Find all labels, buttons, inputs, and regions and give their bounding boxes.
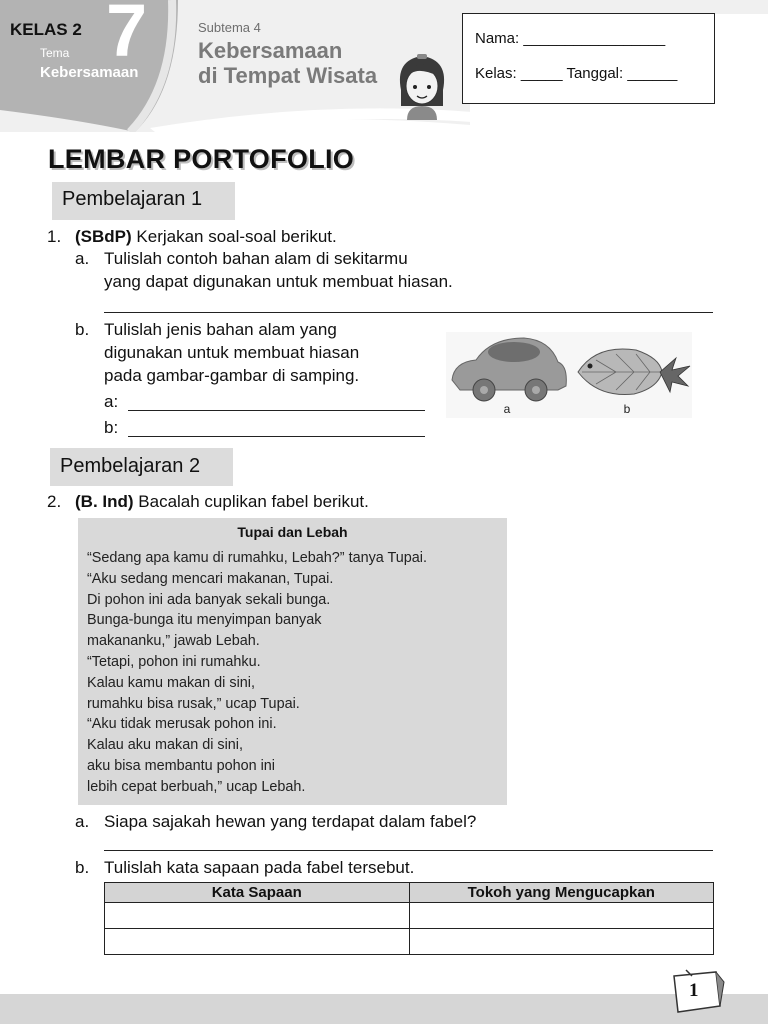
- question-1b-line1: Tulislah jenis bahan alam yang: [104, 320, 337, 339]
- question-1b-line3: pada gambar-gambar di samping.: [104, 366, 360, 385]
- question-2a-letter: a.: [75, 812, 90, 831]
- table-cell[interactable]: [409, 929, 714, 955]
- question-1a-line1: Tulislah contoh bahan alam di sekitarmu: [104, 249, 408, 268]
- image-label-b: b: [623, 402, 631, 416]
- kelas-label: KELAS 2: [10, 20, 82, 39]
- fable-line: Kalau aku makan di sini,: [87, 737, 243, 754]
- subtema-title: [198, 38, 377, 88]
- fable-line: makananku,” jawab Lebah.: [87, 633, 260, 650]
- subtema-label: Subtema 4: [198, 20, 261, 35]
- question-2b-letter: b.: [75, 858, 90, 877]
- image-label-a: a: [503, 402, 511, 416]
- table-row: [105, 929, 714, 955]
- question-1b-line2: digunakan untuk membuat hiasan: [104, 343, 360, 362]
- tema-label: Tema: [40, 46, 70, 60]
- page-number: 1: [689, 980, 699, 1001]
- question-1: [75, 226, 337, 248]
- tema-name: Kebersamaan: [40, 64, 139, 81]
- table-header-tokoh: Tokoh yang Mengucapkan: [409, 883, 714, 903]
- question-1-number: 1.: [47, 227, 62, 246]
- question-2: [75, 491, 369, 513]
- fable-line: Bunga-bunga itu menyimpan banyak: [87, 612, 322, 629]
- greeting-table: [104, 882, 714, 955]
- fable-line: “Aku sedang mencari makanan, Tupai.: [87, 570, 334, 587]
- answer-line-2a[interactable]: [104, 850, 713, 851]
- question-2-subject: (B. Ind): [75, 492, 134, 511]
- fable-line: aku bisa membantu pohon ini: [87, 757, 275, 774]
- table-header-kata-sapaan: Kata Sapaan: [105, 883, 410, 903]
- question-2-number: 2.: [47, 492, 62, 511]
- fable-line: Di pohon ini ada banyak sekali bunga.: [87, 591, 331, 608]
- fable-line: lebih cepat berbuah,” ucap Lebah.: [87, 778, 306, 795]
- answer-a-label: a:: [104, 392, 119, 411]
- answer-line-b[interactable]: [128, 436, 425, 437]
- fable-text: [87, 548, 427, 798]
- answer-line-1a[interactable]: [104, 312, 713, 313]
- table-row: [105, 903, 714, 929]
- fable-line: “Aku tidak merusak pohon ini.: [87, 716, 277, 733]
- section-heading-pembelajaran-2: Pembelajaran 2: [50, 448, 233, 486]
- fable-line: rumahku bisa rusak,” ucap Tupai.: [87, 695, 300, 712]
- grade-number: 7: [106, 0, 148, 72]
- subtema-title-line1: Kebersamaan: [198, 38, 343, 63]
- page-title: LEMBAR PORTOFOLIO: [48, 144, 355, 174]
- fable-excerpt-box: [78, 518, 507, 805]
- kelas-tanggal-field[interactable]: Kelas: _____ Tanggal: ______: [475, 65, 678, 82]
- answer-line-a[interactable]: [128, 410, 425, 411]
- answer-b-label: b:: [104, 418, 119, 437]
- footer-bar: [0, 994, 768, 1024]
- question-2b-text: Tulislah kata sapaan pada fabel tersebut.: [104, 858, 415, 877]
- girl-illustration: [393, 50, 451, 120]
- section-heading-pembelajaran-1: Pembelajaran 1: [52, 182, 235, 220]
- question-2a-text: Siapa sajakah hewan yang terdapat dalam fabel?: [104, 812, 477, 831]
- fable-title: Tupai dan Lebah: [237, 524, 348, 540]
- student-identity-box: [462, 13, 715, 104]
- fable-line: Kalau kamu makan di sini,: [87, 674, 255, 691]
- fable-line: “Tetapi, pohon ini rumahku.: [87, 653, 261, 670]
- table-cell[interactable]: [409, 903, 714, 929]
- table-cell[interactable]: [105, 903, 410, 929]
- subtema-title-line2: di Tempat Wisata: [198, 63, 378, 88]
- table-cell[interactable]: [105, 929, 410, 955]
- nama-field[interactable]: Nama: _________________: [475, 30, 666, 47]
- question-2-text: Bacalah cuplikan fabel berikut.: [133, 492, 369, 511]
- question-1-subject: (SBdP): [75, 227, 132, 246]
- question-1-text: Kerjakan soal-soal berikut.: [131, 227, 337, 246]
- craft-images: [446, 332, 692, 418]
- question-1a-line2: yang dapat digunakan untuk membuat hiasan.: [104, 272, 453, 291]
- question-1b-letter: b.: [75, 320, 90, 339]
- fable-line: “Sedang apa kamu di rumahku, Lebah?” tanya Tupai.: [87, 550, 427, 566]
- question-1a-letter: a.: [75, 249, 90, 268]
- table-header-row: [105, 883, 714, 903]
